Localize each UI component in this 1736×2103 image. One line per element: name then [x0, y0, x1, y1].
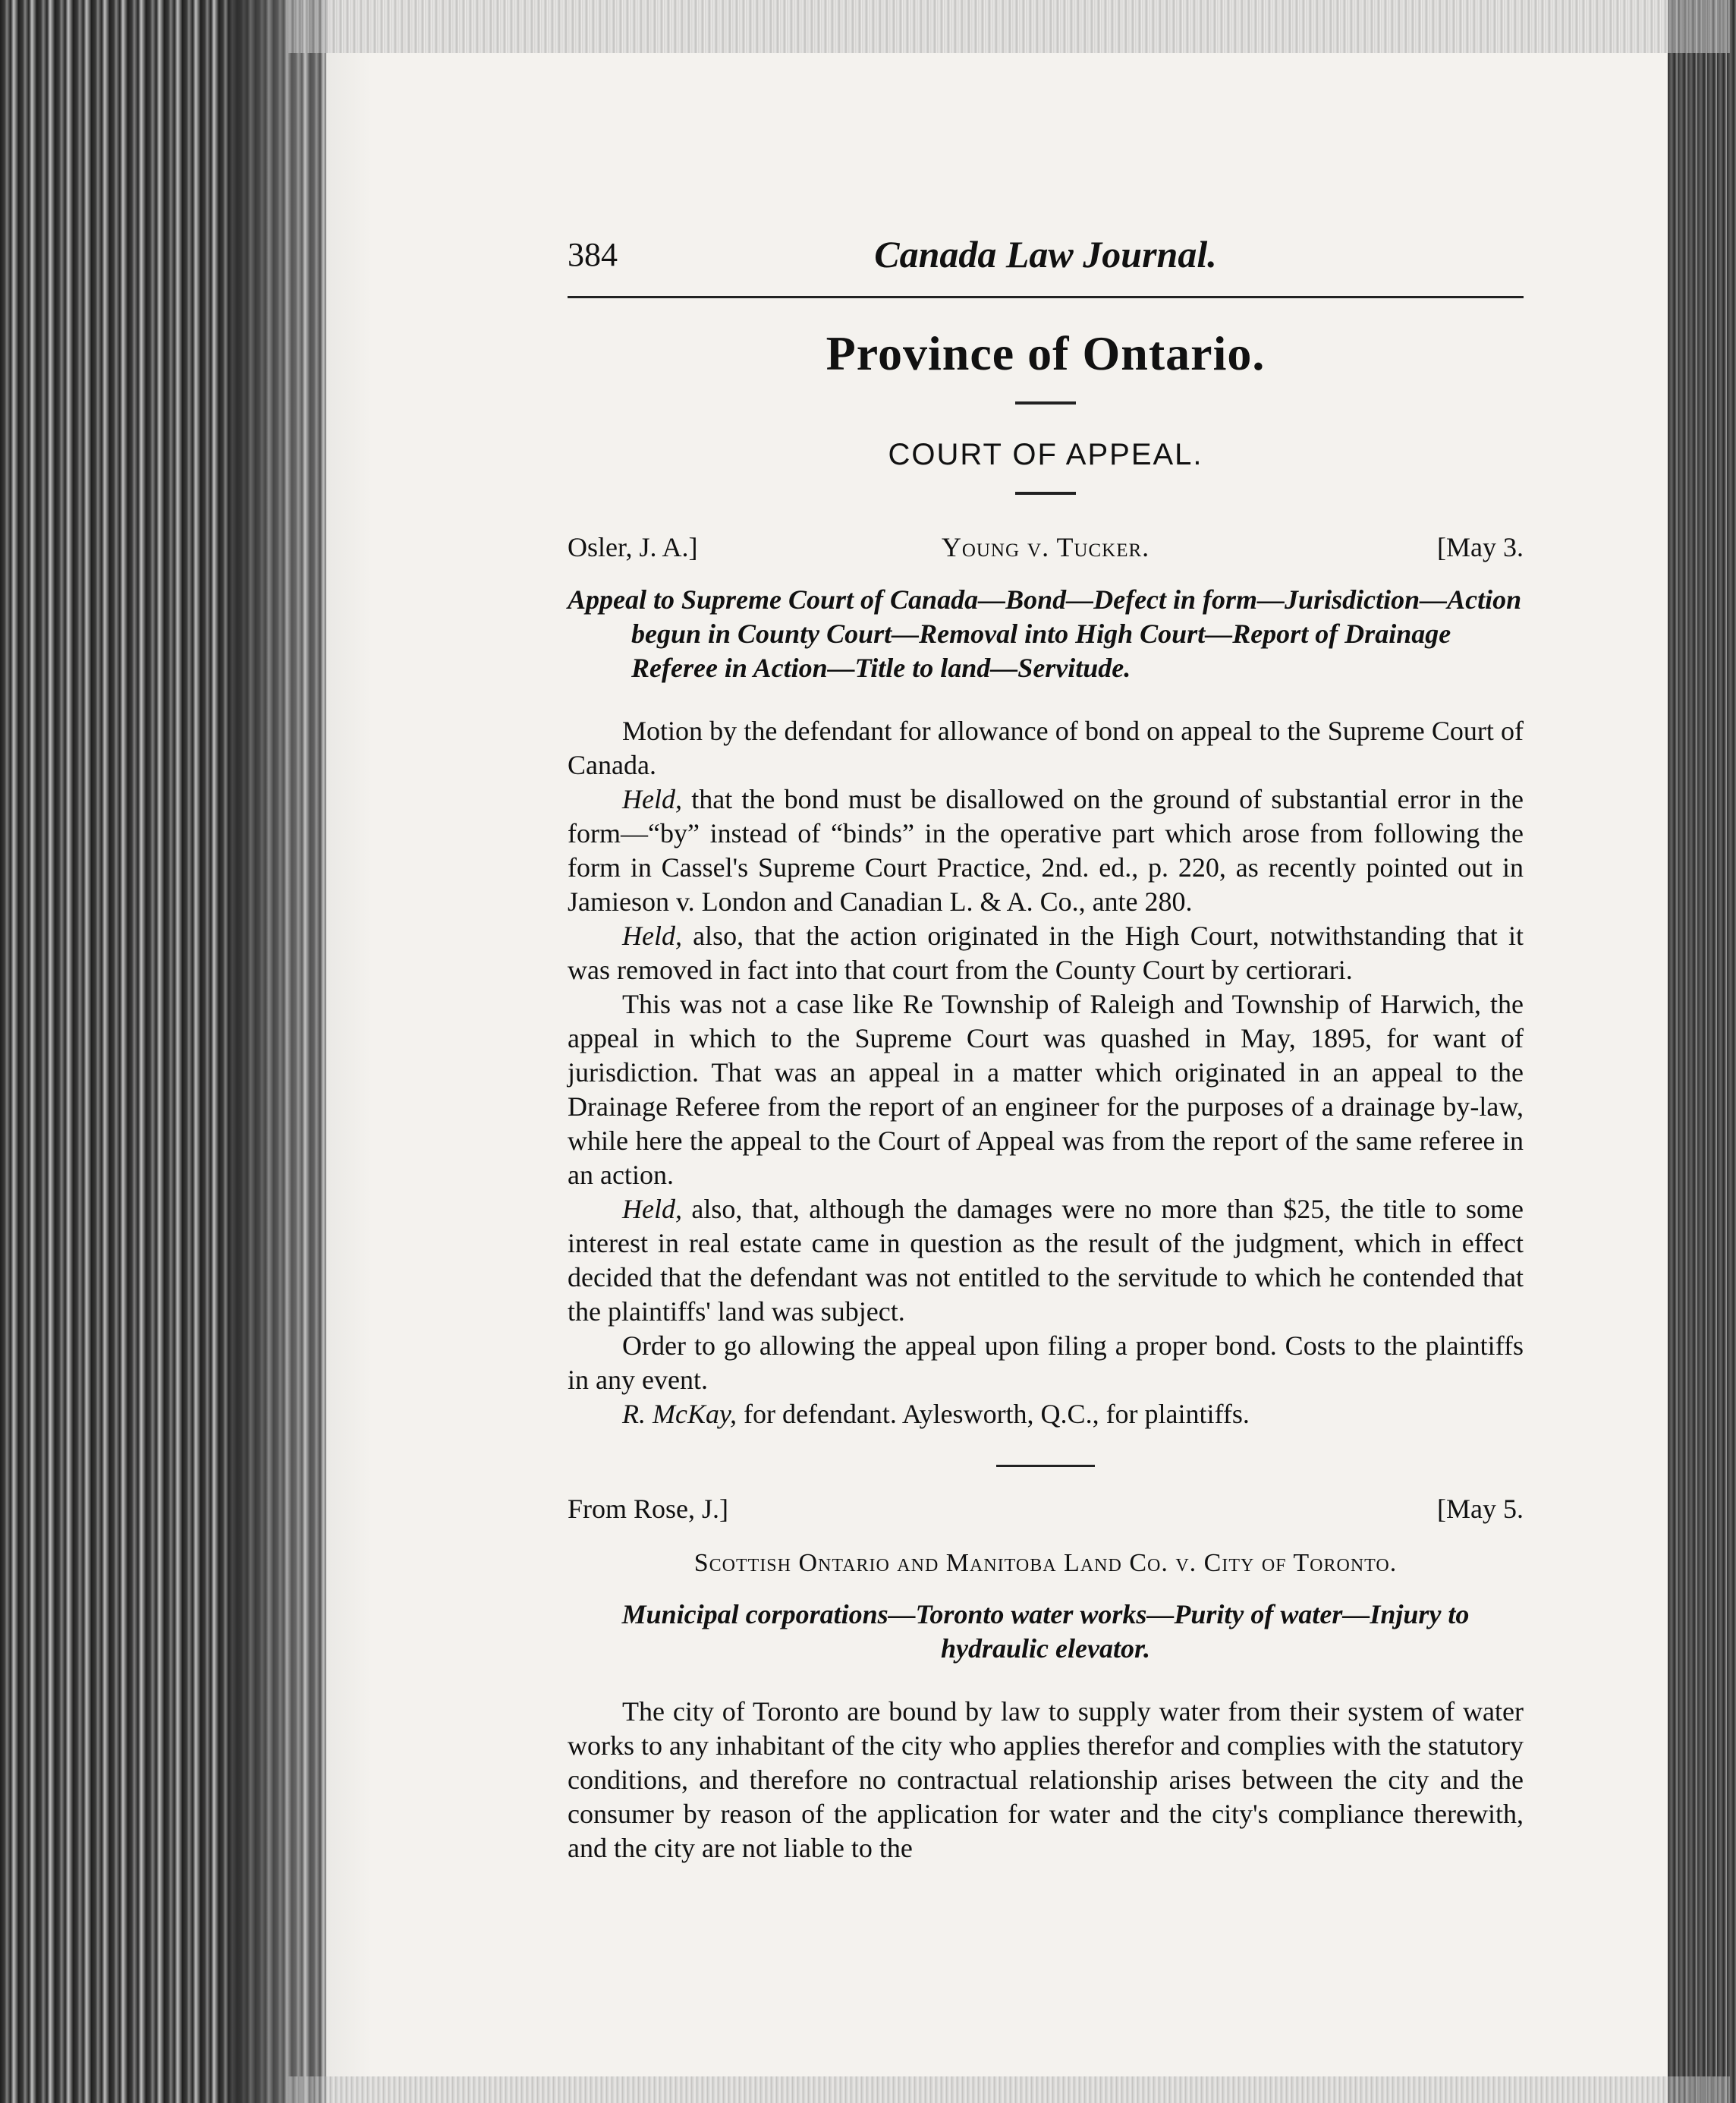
case-catchwords: Municipal corporations—Toronto water works—Purity of water—Injury to hydraulic elevator. — [621, 1599, 1470, 1664]
case-date: [May 5. — [1437, 1494, 1524, 1524]
paragraph: Held, also, that, although the damages were no more than $25, the title to some interest in real estate came in question as the result of the judgment, which in effect decided that the defendant was not entitled to the servitude to which he contended that the plaintiffs' land was subject. — [568, 1194, 1524, 1327]
paragraph: This was not a case like Re Township of Raleigh and Township of Harwich, the appeal in which to the Supreme Court was quashed in May, 1895, for want of jurisdiction. That was an appeal in a matter which originated in an appeal to the Drainage Referee from the report of an engineer for the purposes of a drainage by-law, while here the appeal to the Court of Appeal was from the report of the same referee in an action. — [568, 989, 1524, 1190]
case-judge: From Rose, J.] — [568, 1494, 729, 1524]
paragraph: Held, that the bond must be disallowed on the ground of substantial error in the form—“by” instead of “binds” in the operative part which arose from following the form in Cassel's Supreme Court Practice, 2nd. ed., p. 220, as recently pointed out in Jamieson v. London and Canadian L. & A. Co., ante 280. — [568, 784, 1524, 917]
running-header — [568, 228, 1524, 298]
case-title: Scottish Ontario and Manitoba Land Co. v. City of Toronto. — [693, 1549, 1398, 1577]
case-judge: Osler, J. A.] — [568, 532, 698, 562]
scan-edge-bottom — [288, 2076, 1730, 2103]
paragraph: Motion by the defendant for allowance of bond on appeal to the Supreme Court of Canada. — [568, 716, 1524, 780]
page-number: 384 — [568, 236, 618, 273]
divider — [1015, 492, 1076, 495]
scan-edge-right — [1668, 0, 1736, 2103]
case-title: Young v. Tucker. — [941, 532, 1150, 562]
journal-page — [568, 228, 1524, 1865]
paragraph: Order to go allowing the appeal upon filing a proper bond. Costs to the plaintiffs in any event. — [568, 1330, 1524, 1395]
paragraph: The city of Toronto are bound by law to supply water from their system of water works to any inhabitant of the city who applies therefor and complies with the statutory conditions, and therefore no contractual relationship arises between the city and the consumer by reason of the application for water and the city's compliance therewith, and the city are not liable to the — [568, 1696, 1524, 1863]
case-date: [May 3. — [1437, 532, 1524, 562]
case-catchwords: Appeal to Supreme Court of Canada—Bond—Defect in form—Jurisdiction—Action begun in County Court—Removal into High Court—Report of Drainage Referee in Action—Title to land—Servitude. — [568, 584, 1522, 683]
case-heading — [568, 1493, 1524, 1538]
paragraph: Held, also, that the action originated in the High Court, notwithstanding that it was removed in fact into that court from the County Court by certiorari. — [568, 921, 1524, 985]
divider — [996, 1465, 1095, 1467]
scan-edge-shadow — [228, 0, 372, 2103]
scan-edge-top — [288, 0, 1730, 53]
divider — [1015, 401, 1076, 405]
journal-title: Canada Law Journal. — [874, 233, 1217, 275]
province-title: Province of Ontario. — [826, 326, 1266, 380]
case-heading — [568, 531, 1524, 577]
counsel-line: R. McKay, for defendant. Aylesworth, Q.C., for plaintiffs. — [622, 1399, 1250, 1429]
court-title: COURT OF APPEAL. — [888, 438, 1203, 471]
